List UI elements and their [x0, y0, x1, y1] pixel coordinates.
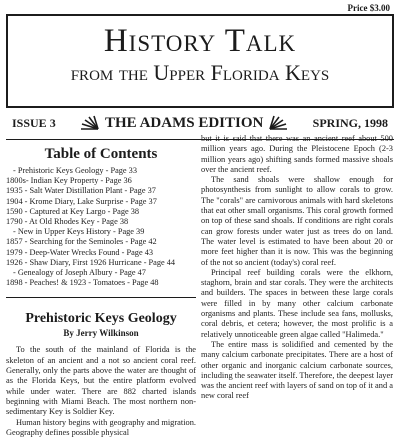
- toc-item: 1590 - Captured at Key Largo - Page 38: [6, 206, 140, 216]
- article-paragraph: Principal reef building corals were the elkhorn, staghorn, brain and star corals. They were the architects and builders. The spaces in between these large corals were filled in by many other calcium carbonate organisms and plants. These include sea fans, mollusks, coral debris, et cetera; however, the most prolific is a relatively unnoticeable green algae called "Halimeda.": [201, 267, 393, 339]
- toc-item: 1979 - Deep-Water Wrecks Found - Page 43: [6, 247, 153, 257]
- masthead-title: History Talk: [103, 23, 297, 59]
- right-column: [201, 134, 393, 402]
- issue-number: ISSUE 3: [12, 115, 56, 130]
- masthead: [6, 14, 394, 108]
- article-paragraph: but it is said that there was an ancient reef about 500 million years ago. During the Pleistocene Epoch (2-3 million years ago) shifting sands formed massive shoals over the ancient reef.: [201, 134, 393, 174]
- toc-item: 1790 - At Old Rhodes Key - Page 38: [6, 217, 129, 227]
- sunburst-left-icon: [79, 116, 99, 130]
- article-body-left: [6, 345, 196, 438]
- article-title: Prehistoric Keys Geology: [25, 311, 177, 327]
- toc-item: - New in Upper Keys History - Page 39: [13, 227, 145, 237]
- toc-item: 1800s- Indian Key Property - Page 36: [6, 176, 132, 186]
- toc-item: 1904 - Krome Diary, Lake Surprise - Page 37: [6, 196, 157, 206]
- issue-season: SPRING, 1998: [312, 115, 388, 130]
- toc-item: - Prehistoric Keys Geology - Page 33: [13, 166, 137, 175]
- price-label: Price $3.00: [347, 3, 390, 13]
- article-paragraph: Human history begins with geography and migration. Geography defines possible physical: [6, 417, 196, 437]
- toc-title: Table of Contents: [44, 146, 158, 162]
- toc-item: - Genealogy of Joseph Albury - Page 47: [13, 268, 146, 278]
- issue-bar: [6, 110, 394, 136]
- article-paragraph: The entire mass is solidified and cemented by the many calcium carbonate precipitates. There are a host of other organic and inorganic calcium carbonate sources, including the seawater itself. Therefore, the deepest layer was the ancient reef with layers of sand on top of it and a new coral reef: [201, 339, 393, 401]
- toc-divider: [6, 297, 196, 298]
- article-paragraph: To the south of the mainland of Florida is the skeleton of an ancient and a not so ancient coral reef. Generally, only the parts above the water are thought of as the Florida Keys, but the entire platform evolved while under water. There are 882 charted islands beginning with Miami Beach. The most northern non-sedimentary Key is Soldier Key.: [6, 345, 196, 417]
- edition-group: [79, 115, 289, 132]
- article-byline: By Jerry Wilkinson: [63, 328, 139, 339]
- toc-item: 1857 - Searching for the Seminoles - Page 42: [6, 237, 157, 247]
- article-paragraph: The sand shoals were shallow enough for photosynthesis from sunlight to allow corals to grow. The "corals" are carnivorous animals with hard skeletons that eat other small organisms. This coral growth formed on top of these sand shoals. If conditions are right corals can grow forests under water just as trees do on land. The water level is estimated to have been about 20 or more feet higher than it is now. This was the beginning of the not so ancient (today's) coral reef.: [201, 175, 393, 267]
- toc-item: 1898 - Peaches! & 1923 - Tomatoes - Page 48: [6, 278, 159, 288]
- masthead-subtitle: from the Upper Florida Keys: [70, 60, 330, 85]
- edition-title: THE ADAMS EDITION: [104, 114, 264, 131]
- sunburst-right-icon: [269, 116, 289, 130]
- toc-item: 1926 - Shaw Diary, First 1926 Hurricane - Page 44: [6, 257, 176, 267]
- toc-item: 1935 - Salt Water Distillation Plant - Page 37: [6, 186, 156, 196]
- article-body-right: [201, 134, 393, 402]
- left-column: [6, 141, 196, 438]
- toc-list: [6, 166, 196, 288]
